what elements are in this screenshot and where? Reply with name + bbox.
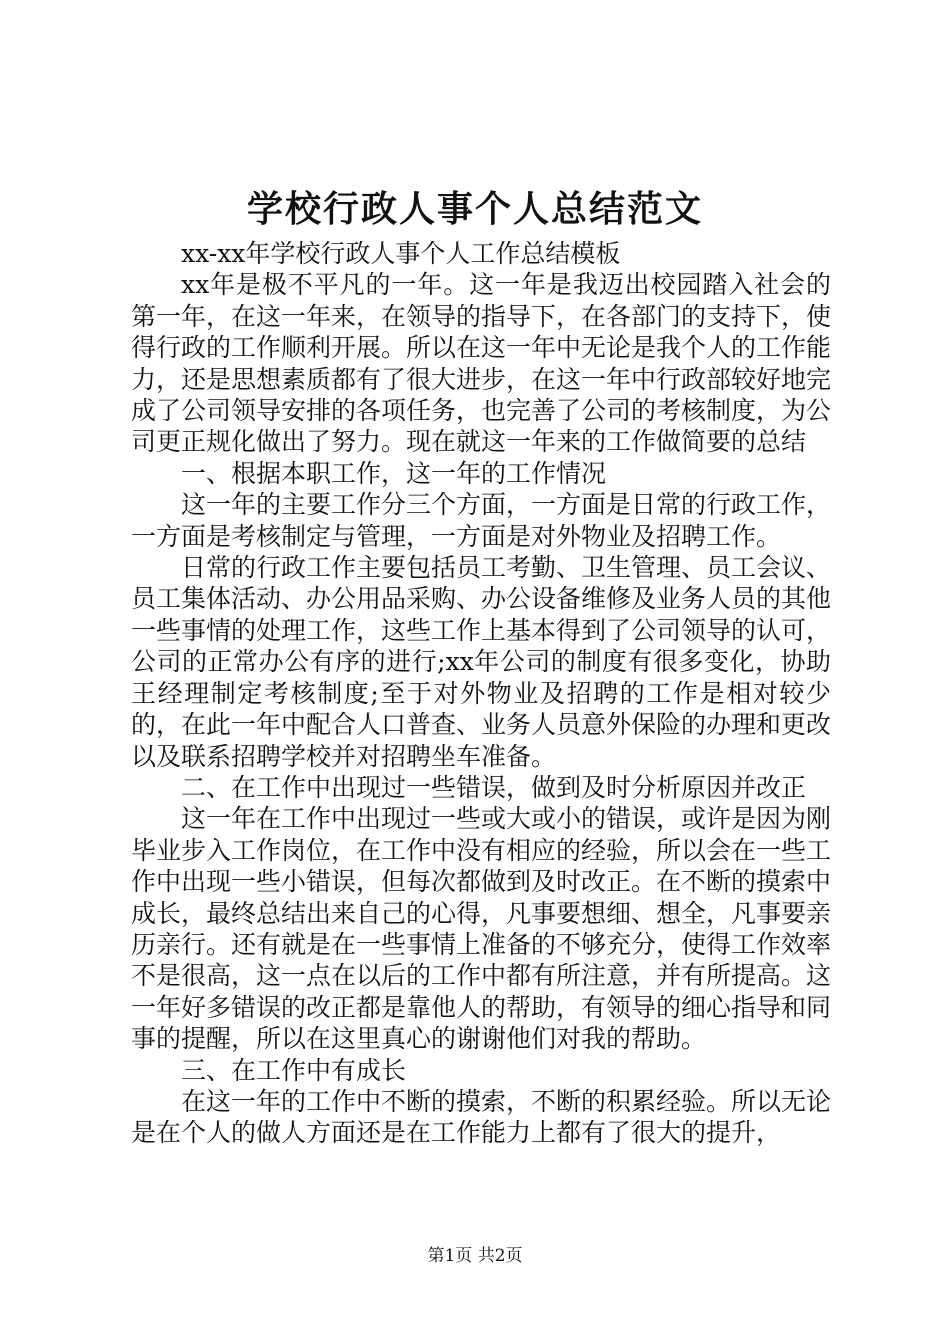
body-paragraph: 这一年的主要工作分三个方面，一方面是日常的行政工作，一方面是考核制定与管理，一方面是对外物业及招聘工作。 (131, 490, 832, 551)
body-paragraph: xx年是极不平凡的一年。这一年是我迈出校园踏入社会的第一年，在这一年来，在领导的指导下，在各部门的支持下，使得行政的工作顺利开展。所以在这一年中无论是我个人的工作能力，还是思想素质都有了很大进步，在这一年中行政部较好地完成了公司领导安排的各项任务，也完善了公司的考核制度，为公司更正规化做出了努力。现在就这一年来的工作做简要的总结 (131, 270, 832, 457)
section-heading: 二、在工作中出现过一些错误，做到及时分析原因并改正 (181, 772, 807, 802)
body-paragraph: 日常的行政工作主要包括员工考勤、卫生管理、员工会议、员工集体活动、办公用品采购、办公设备维修及业务人员的其他一些事情的处理工作，这些工作上基本得到了公司领导的认可，公司的正常办公有序的进行;xx年公司的制度有很多变化，协助王经理制定考核制度;至于对外物业及招聘的工作是相对较少的，在此一年中配合人口普查、业务人员意外保险的办理和更改以及联系招聘学校并对招聘坐车准备。 (131, 553, 832, 771)
subtitle-paragraph: xx-xx年学校行政人事个人工作总结模板 (181, 239, 621, 268)
document-body (131, 238, 831, 1149)
document-title: 学校行政人事个人总结范文 (246, 188, 703, 230)
section-heading: 三、在工作中有成长 (181, 1055, 407, 1085)
body-paragraph: 这一年在工作中出现过一些或大或小的错误，或许是因为刚毕业步入工作岗位，在工作中没有相应的经验，所以会在一些工作中出现一些小错误，但每次都做到及时改正。在不断的摸索中成长，最终总结出来自己的心得，凡事要想细、想全，凡事要亲历亲行。还有就是在一些事情上准备的不够充分，使得工作效率不是很高，这一点在以后的工作中都有所注意，并有所提高。这一年好多错误的改正都是靠他人的帮助，有领导的细心指导和同事的提醒，所以在这里真心的谢谢他们对我的帮助。 (131, 804, 832, 1054)
page-number: 第1页 共2页 (427, 1246, 523, 1266)
body-paragraph: 在这一年的工作中不断的摸索，不断的积累经验。所以无论是在个人的做人方面还是在工作能力上都有了很大的提升， (131, 1086, 832, 1148)
section-heading: 一、根据本职工作，这一年的工作情况 (181, 458, 607, 488)
